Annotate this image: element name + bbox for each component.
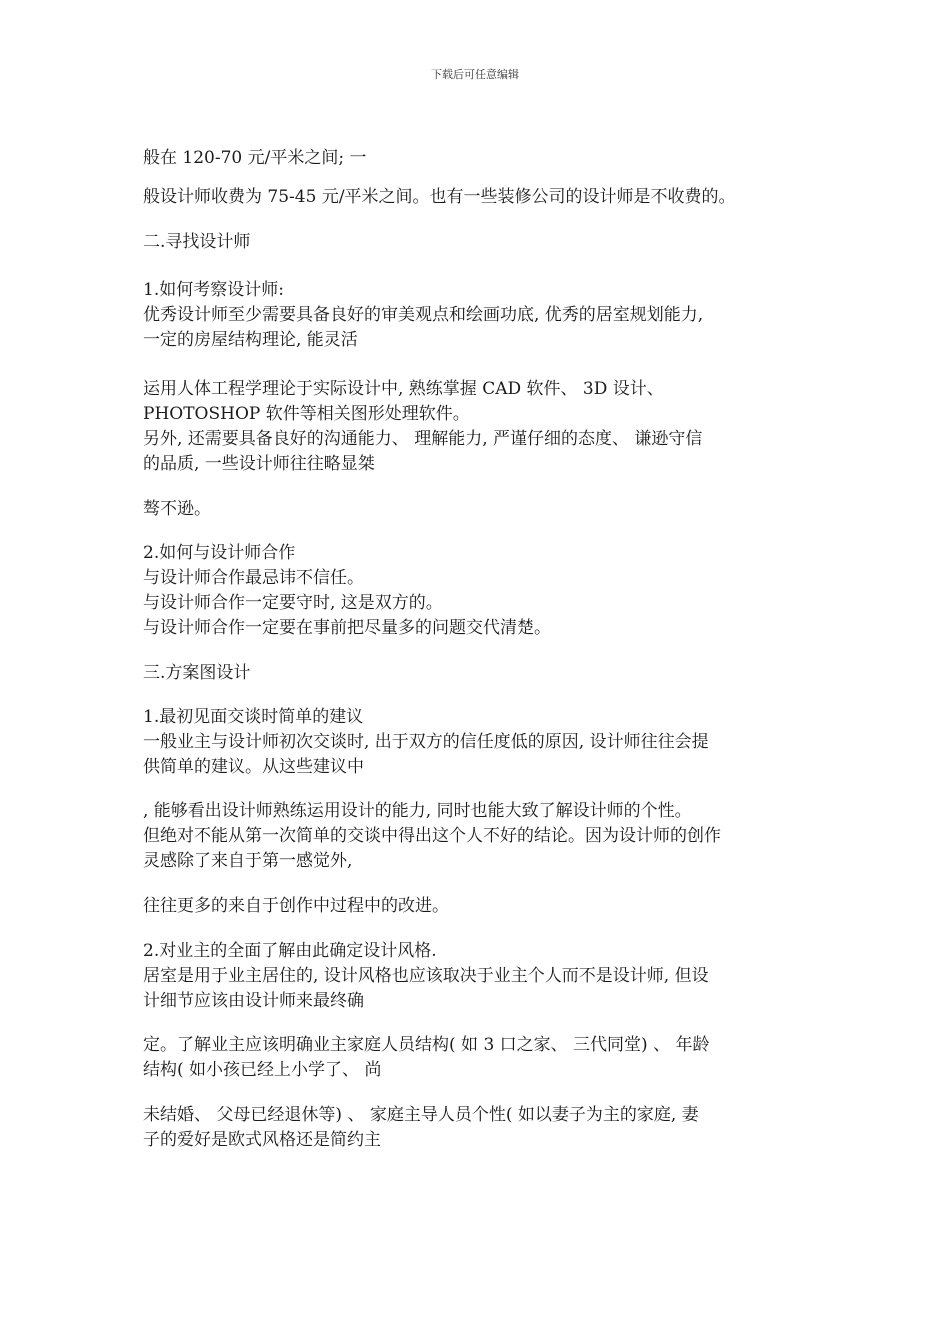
document-body	[143, 146, 808, 1153]
paragraph	[143, 799, 808, 874]
paragraph	[143, 1103, 808, 1153]
text-line: 灵感除了来自于第一感觉外,	[143, 851, 353, 871]
text-line: 1.最初见面交谈时简单的建议	[143, 707, 364, 727]
text-line: 计细节应该由设计师来最终确	[143, 991, 364, 1011]
paragraph	[143, 278, 808, 353]
paragraph	[143, 541, 808, 641]
text-line: 骜不逊。	[143, 499, 211, 519]
text-line: 居室是用于业主居住的, 设计风格也应该取决于业主个人而不是设计师, 但设	[143, 966, 709, 986]
text-line: 与设计师合作最忌讳不信任。	[143, 568, 364, 588]
text-line: 一般业主与设计师初次交谈时, 出于双方的信任度低的原因, 设计师往往会提	[143, 732, 709, 752]
text-line: 运用人体工程学理论于实际设计中, 熟练掌握 CAD 软件、 3D 设计、	[143, 379, 664, 399]
paragraph	[143, 185, 808, 210]
text-line: 与设计师合作一定要在事前把尽量多的问题交代清楚。	[143, 618, 551, 638]
text-line: 与设计师合作一定要守时, 这是双方的。	[143, 593, 443, 613]
text-line: 一定的房屋结构理论, 能灵活	[143, 330, 358, 350]
text-line: 未结婚、 父母已经退休等) 、 家庭主导人员个性( 如以妻子为主的家庭, 妻	[143, 1105, 699, 1125]
paragraph	[143, 939, 808, 1014]
paragraph	[143, 705, 808, 780]
text-line: 结构( 如小孩已经上小学了、 尚	[143, 1060, 382, 1080]
paragraph	[143, 497, 808, 522]
paragraph	[143, 1033, 808, 1083]
paragraph	[143, 377, 808, 477]
page-header: 下载后可任意编辑	[431, 68, 519, 81]
text-line: 1.如何考察设计师:	[143, 280, 284, 300]
paragraph	[143, 146, 808, 171]
text-line: 子的爱好是欧式风格还是简约主	[143, 1130, 381, 1150]
text-line: , 能够看出设计师熟练运用设计的能力, 同时也能大致了解设计师的个性。	[143, 801, 692, 821]
paragraph	[143, 230, 808, 255]
text-line: 往往更多的来自于创作中过程中的改进。	[143, 896, 449, 916]
paragraph	[143, 661, 808, 686]
text-line: PHOTOSHOP 软件等相关图形处理软件。	[143, 404, 470, 424]
text-line: 三.方案图设计	[143, 663, 251, 683]
text-line: 的品质, 一些设计师往往略显桀	[143, 454, 375, 474]
text-line: 二.寻找设计师	[143, 232, 251, 252]
text-line: 供简单的建议。从这些建议中	[143, 757, 364, 777]
text-line: 般设计师收费为 75-45 元/平米之间。也有一些装修公司的设计师是不收费的。	[143, 187, 736, 207]
text-line: 但绝对不能从第一次简单的交谈中得出这个人不好的结论。因为设计师的创作	[143, 826, 721, 846]
text-line: 2.对业主的全面了解由此确定设计风格.	[143, 941, 437, 961]
text-line: 定。了解业主应该明确业主家庭人员结构( 如 3 口之家、 三代同堂) 、 年龄	[143, 1035, 710, 1055]
paragraph	[143, 894, 808, 919]
text-line: 优秀设计师至少需要具备良好的审美观点和绘画功底, 优秀的居室规划能力,	[143, 305, 704, 325]
text-line: 2.如何与设计师合作	[143, 543, 296, 563]
text-line: 般在 120-70 元/平米之间; 一	[143, 148, 367, 168]
text-line: 另外, 还需要具备良好的沟通能力、 理解能力, 严谨仔细的态度、 谦逊守信	[143, 429, 703, 449]
